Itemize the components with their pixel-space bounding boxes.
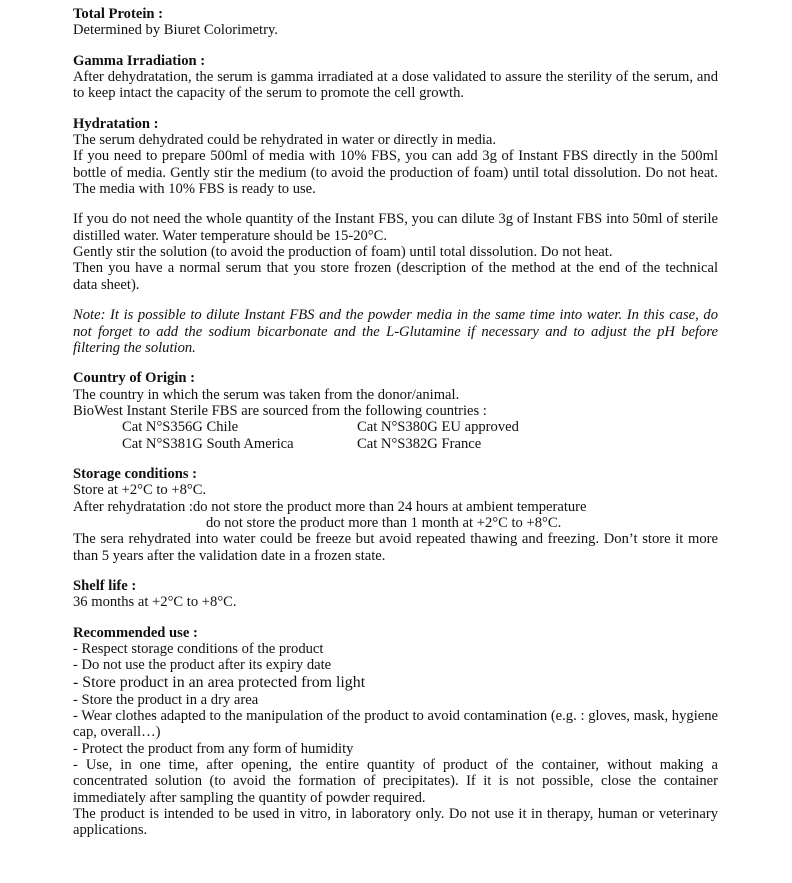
text-line: - Do not use the product after its expiry date — [73, 657, 332, 674]
document-section — [73, 466, 718, 564]
paragraph: After dehydratation, the serum is gamma irradiated at a dose validated to assure the sterility of the serum, and to keep intact the capacity of the serum to promote the cell growth. — [73, 69, 718, 102]
catalog-entry: Cat N°S356G Chile — [122, 419, 239, 436]
document-section — [73, 116, 718, 198]
paragraph: Then you have a normal serum that you store frozen (description of the method at the end of the technical data sheet). — [73, 260, 718, 293]
note-paragraph: Note: It is possible to dilute Instant FBS and the powder media in the same time into water. In this case, do not forget to add the sodium bicarbonate and the L-Glutamine if necessary and to adjust the pH before filtering the solution. — [73, 307, 718, 356]
document-section — [73, 211, 718, 293]
paragraph: The sera rehydrated into water could be freeze but avoid repeated thawing and freezing. Don’t store it more than 5 years after the validation date in a frozen state. — [73, 531, 718, 564]
section-heading: Hydratation : — [73, 115, 159, 132]
document-content — [73, 6, 718, 839]
text-line: 36 months at +2°C to +8°C. — [73, 594, 237, 611]
text-line: BioWest Instant Sterile FBS are sourced from the following countries : — [73, 402, 487, 419]
section-heading: Gamma Irradiation : — [73, 52, 206, 69]
section-heading: Country of Origin : — [73, 370, 196, 387]
text-line: Store at +2°C to +8°C. — [73, 482, 207, 499]
catalog-columns — [73, 419, 718, 452]
paragraph: If you do not need the whole quantity of the Instant FBS, you can dilute 3g of Instant FBS into 50ml of sterile distilled water. Water temperature should be 15-20°C. — [73, 211, 718, 244]
hanging-line — [73, 499, 718, 515]
section-heading: Storage conditions : — [73, 465, 198, 482]
catalog-entry: Cat N°S382G France — [357, 435, 482, 452]
text-line: - Respect storage conditions of the product — [73, 641, 324, 657]
hanging-indent-block — [73, 499, 718, 532]
text-line: The serum dehydrated could be rehydrated in water or directly in media. — [73, 132, 497, 149]
text-line: - Store the product in a dry area — [73, 691, 259, 708]
text-line: Gently stir the solution (to avoid the production of foam) until total dissolution. Do not heat. — [73, 244, 613, 261]
document-section — [73, 6, 718, 39]
catalog-row — [73, 419, 718, 435]
text-line: The country in which the serum was taken from the donor/animal. — [73, 386, 460, 403]
text-line: - Protect the product from any form of humidity — [73, 740, 354, 757]
section-heading: Recommended use : — [73, 624, 198, 641]
catalog-entry: Cat N°S381G South America — [122, 435, 294, 452]
document-section — [73, 307, 718, 356]
catalog-row — [73, 436, 718, 452]
text-line: - Store product in an area protected from light — [73, 673, 366, 691]
section-heading: Total Protein : — [73, 6, 163, 22]
document-section — [73, 53, 718, 102]
paragraph: If you need to prepare 500ml of media with 10% FBS, you can add 3g of Instant FBS directly in the 500ml bottle of media. Gently stir the medium (to avoid the production of foam) until total dissolution. Do not heat. The media with 10% FBS is ready to use. — [73, 148, 718, 198]
document-section — [73, 578, 718, 611]
text-line: Determined by Biuret Colorimetry. — [73, 22, 278, 39]
hanging-text: do not store the product more than 24 hours at ambient temperature — [193, 498, 587, 515]
paragraph: The product is intended to be used in vitro, in laboratory only. Do not use it in therapy, human or veterinary applications. — [73, 806, 718, 839]
section-heading: Shelf life : — [73, 577, 137, 594]
document-section — [73, 625, 718, 839]
document-section — [73, 370, 718, 452]
hanging-text: do not store the product more than 1 month at +2°C to +8°C. — [206, 514, 562, 531]
catalog-entry: Cat N°S380G EU approved — [357, 419, 519, 436]
paragraph: - Wear clothes adapted to the manipulation of the product to avoid contamination (e.g. : gloves, mask, hygiene cap, overall…) — [73, 708, 718, 741]
hanging-label: After rehydratation : — [73, 498, 193, 515]
paragraph: - Use, in one time, after opening, the entire quantity of product of the container, without making a concentrated solution (to avoid the formation of precipitates). If it is not possible, close the container immediately after sampling the quantity of powder required. — [73, 757, 718, 806]
